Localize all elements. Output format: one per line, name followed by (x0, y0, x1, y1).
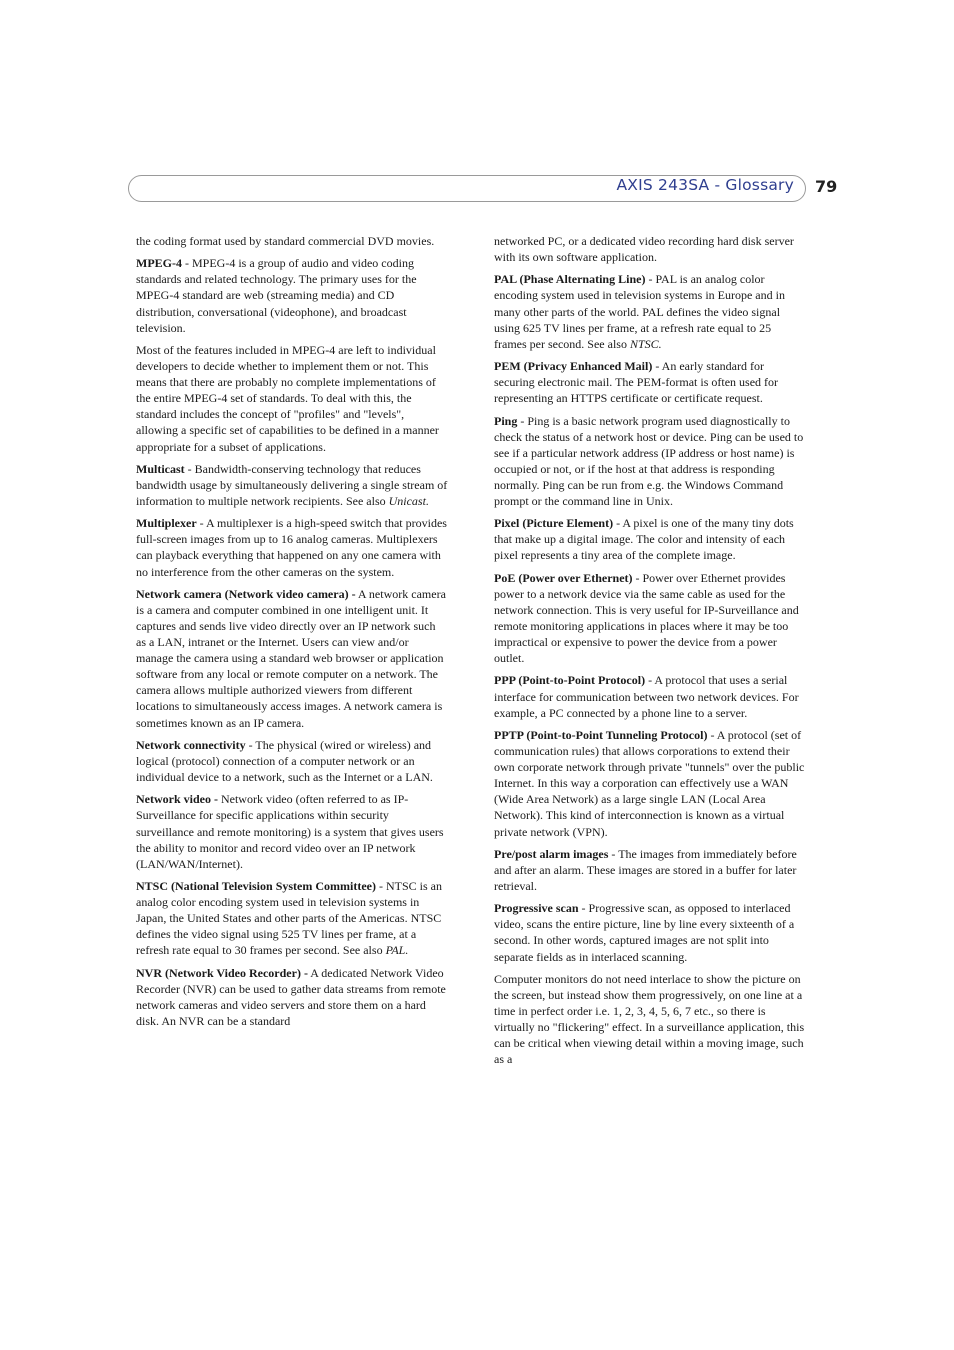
glossary-term: Multiplexer (136, 516, 197, 531)
glossary-definition: - A multiplexer is a high-speed switch that provides full-screen images from up to 16 analog cameras. Multiplexers can playback everything that happened on any one camera with no interference from the other cameras on the system. (136, 516, 447, 579)
glossary-entry (136, 515, 448, 579)
glossary-definition: - The physical (wired or wireless) and logical (protocol) connection of a computer network or an individual device to a network, such as the Internet or a LAN. (136, 737, 433, 785)
glossary-term: Network video - (136, 792, 218, 807)
glossary-entry (494, 233, 806, 265)
glossary-definition: - The images from immediately before and after an alarm. These images are stored in a buffer for later retrieval. (494, 846, 797, 893)
glossary-definition: - PAL is an analog color encoding system used in television systems in Europe and in many other parts of the world. PAL defines the video signal using 625 TV lines per frame, at a refresh rate equal to 25 frames per second. See also (494, 272, 785, 351)
glossary-term: PEM (Privacy Enhanced Mail) (494, 359, 653, 374)
glossary-entry (136, 878, 448, 958)
see-also-reference: NTSC. (629, 336, 662, 351)
glossary-definition: Computer monitors do not need interlace to show the picture on the screen, but instead show them progressively, on one line at a time in perfect order i.e. 1, 2, 3, 4, 5, 6, 7 etc., so there is virtually no "flickering" effect. In a surveillance application, this can be critical when viewing detail within a moving image, such as a (494, 971, 805, 1067)
glossary-entry (494, 900, 806, 964)
glossary-definition: - A protocol (set of communication rules) that allows corporations to extend their own corporate network through private "tunnels" over the public Internet. In this way a corporation can effectively use a WAN (Wide Area Network) as a large single LAN (Local Area Network). This kind of interconnection is known as a virtual private network (VPN). (494, 727, 805, 839)
glossary-entry (136, 461, 448, 509)
glossary-term: PPTP (Point-to-Point Tunneling Protocol) (494, 727, 708, 742)
glossary-definition: the coding format used by standard commercial DVD movies. (136, 234, 435, 248)
glossary-definition: - Bandwidth-conserving technology that reduces bandwidth usage by simultaneously delivering a single stream of information to multiple network recipients. See also (136, 461, 448, 508)
glossary-left-column (136, 233, 448, 1035)
glossary-term: NTSC (National Television System Committee) (136, 878, 376, 893)
glossary-definition: Most of the features included in MPEG-4 are left to individual developers to decide whether to implement them or not. This means that there are probably no complete implementations of the entire MPEG-4 set of standards. To deal with this, the standard includes the concept of "profiles" and "levels", allowing a specific set of capabilities to be defined in a manner appropriate for a subset of applications. (136, 342, 439, 454)
glossary-entry (136, 791, 448, 871)
glossary-entry (494, 672, 806, 720)
glossary-definition: A dedicated Network Video Recorder (NVR) can be used to gather data streams from remote network cameras and video servers and store them on a hard disk. An NVR can be a standard (136, 965, 446, 1028)
glossary-definition: - MPEG-4 is a group of audio and video coding standards and related technology. The primary uses for the MPEG-4 standard are web (streaming media) and CD distribution, conversational (videophone), and broadcast television. (136, 256, 417, 335)
glossary-definition: networked PC, or a dedicated video recording hard disk server with its own software application. (494, 234, 794, 265)
glossary-term: PAL (Phase Alternating Line) (494, 272, 646, 287)
glossary-entry (494, 358, 806, 406)
glossary-term: Pre/post alarm images (494, 846, 609, 861)
glossary-term: Progressive scan (494, 901, 579, 916)
glossary-entry (494, 727, 806, 840)
glossary-entry (494, 971, 806, 1068)
see-also-reference: Unicast. (388, 493, 429, 508)
glossary-entry (136, 255, 448, 335)
glossary-entry (494, 413, 806, 510)
glossary-entry (136, 737, 448, 785)
glossary-definition: - A protocol that uses a serial interface for communication between two network devices. For example, a PC connected by a phone line to a server. (494, 673, 799, 720)
glossary-right-column (494, 233, 806, 1074)
glossary-definition: - An early standard for securing electronic mail. The PEM-format is often used for representing an HTTPS certificate or certificate request. (494, 359, 779, 406)
glossary-term: PoE (Power over Ethernet) (494, 570, 633, 585)
glossary-term: Network camera (Network video camera) - (136, 586, 356, 601)
glossary-term: Pixel (Picture Element) (494, 516, 614, 531)
glossary-definition: Network video (often referred to as IP-Surveillance for specific applications within security surveillance and remote monitoring) is a system that gives users the ability to monitor and record video over an IP network (LAN/WAN/Internet). (136, 792, 444, 871)
glossary-definition: - Progressive scan, as opposed to interlaced video, scans the entire picture, line by line every sixteenth of a second. In other words, captured images are not split into separate fields as in interlaced scanning. (494, 901, 795, 964)
page-header-title: AXIS 243SA - Glossary (616, 176, 794, 194)
glossary-definition: A network camera is a camera and computer combined in one intelligent unit. It captures and sends live video directly over an IP network such as a LAN, intranet or the Internet. Users can view and/or manage the camera using a standard web browser or application software from any local or remote computer on a network. The camera allows multiple authorized viewers from different locations to simultaneously access images. A network camera is sometimes known as an IP camera. (136, 586, 446, 730)
see-also-reference: PAL. (385, 943, 409, 958)
glossary-definition: - Ping is a basic network program used diagnostically to check the status of a network host or device. Ping can be used to see if a particular network address (IP address or host name) is occupied or not, or if the host at that address is responding normally. Ping can be run from e.g. the Windows Command prompt or the command line in Unix. (494, 413, 804, 508)
glossary-entry (494, 515, 806, 563)
glossary-term: MPEG-4 (136, 256, 182, 271)
glossary-entry (494, 271, 806, 351)
page-number: 79 (815, 177, 838, 196)
glossary-definition: - Power over Ethernet provides power to a network device via the same cable as used for the network connection. This is very useful for IP-Surveillance and remote monitoring applications in places where it may be too impractical or expensive to power the device from a power outlet. (494, 570, 799, 666)
glossary-entry (136, 586, 448, 731)
glossary-entry (136, 342, 448, 455)
glossary-entry (136, 965, 448, 1029)
glossary-entry (494, 846, 806, 894)
glossary-term: Multicast (136, 461, 185, 476)
glossary-term: PPP (Point-to-Point Protocol) (494, 673, 646, 688)
glossary-entry (494, 570, 806, 667)
glossary-entry (136, 233, 448, 249)
glossary-definition: - A pixel is one of the many tiny dots that make up a digital image. The color and intensity of each pixel represents a tiny area of the complete image. (494, 516, 794, 563)
glossary-definition: - NTSC is an analog color encoding system used in television systems in Japan, the United States and other parts of the Americas. NTSC defines the video signal using 525 TV lines per frame, at a refresh rate equal to 30 frames per second. See also (136, 878, 442, 958)
glossary-term: Network connectivity (136, 737, 246, 752)
glossary-term: Ping (494, 413, 518, 428)
glossary-term: NVR (Network Video Recorder) - (136, 965, 308, 980)
